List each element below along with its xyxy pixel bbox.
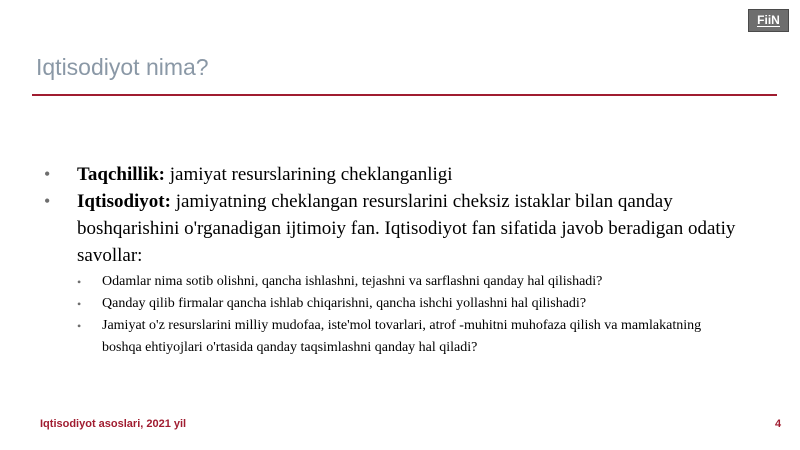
title-divider — [32, 94, 777, 96]
bullet-list — [44, 161, 744, 359]
sub-bullet-item — [77, 271, 744, 293]
bullet-item-iqtisodiyot — [44, 188, 744, 359]
footer-course-label: Iqtisodiyot asoslari, 2021 yil — [40, 418, 187, 430]
bullet-item-taqchillik — [44, 161, 744, 188]
slide-content — [44, 161, 744, 359]
bullet-icon: • — [44, 164, 51, 184]
bullet-term: Taqchillik: — [77, 164, 166, 185]
sub-bullet-item — [77, 293, 744, 315]
sub-bullet-text: Qanday qilib firmalar qancha ishlab chiqarishni, qancha ishchi yollashni hal qilishadi? — [102, 296, 587, 311]
slide-title: Iqtisodiyot nima? — [36, 54, 209, 80]
bullet-icon: • — [77, 297, 82, 311]
page-number: 4 — [775, 418, 782, 430]
fiin-logo: FiiN — [748, 9, 789, 32]
sub-bullet-text: Jamiyat o'z resurslarini milliy mudofaa, iste'mol tovarlari, atrof -muhitni muhofaza qilish va mamlakatning boshqa ehtiyojlari o'rtasida qanday taqsimlashni qanday hal qiladi? — [102, 318, 702, 355]
bullet-icon: • — [77, 275, 82, 289]
sub-bullet-item — [77, 315, 744, 359]
bullet-icon: • — [77, 319, 82, 333]
bullet-text: jamiyatning cheklangan resurslarini cheksiz istaklar bilan qanday boshqarishini o'rganadigan ijtimoiy fan. Iqtisodiyot fan sifatida javob beradigan odatiy savollar: — [77, 191, 736, 266]
sub-bullet-list — [77, 271, 744, 359]
bullet-text: jamiyat resurslarining cheklanganligi — [165, 164, 453, 185]
sub-bullet-text: Odamlar nima sotib olishni, qancha ishlashni, tejashni va sarflashni qanday hal qilishadi? — [102, 274, 603, 289]
bullet-term: Iqtisodiyot: — [77, 191, 171, 212]
bullet-icon: • — [44, 191, 51, 211]
